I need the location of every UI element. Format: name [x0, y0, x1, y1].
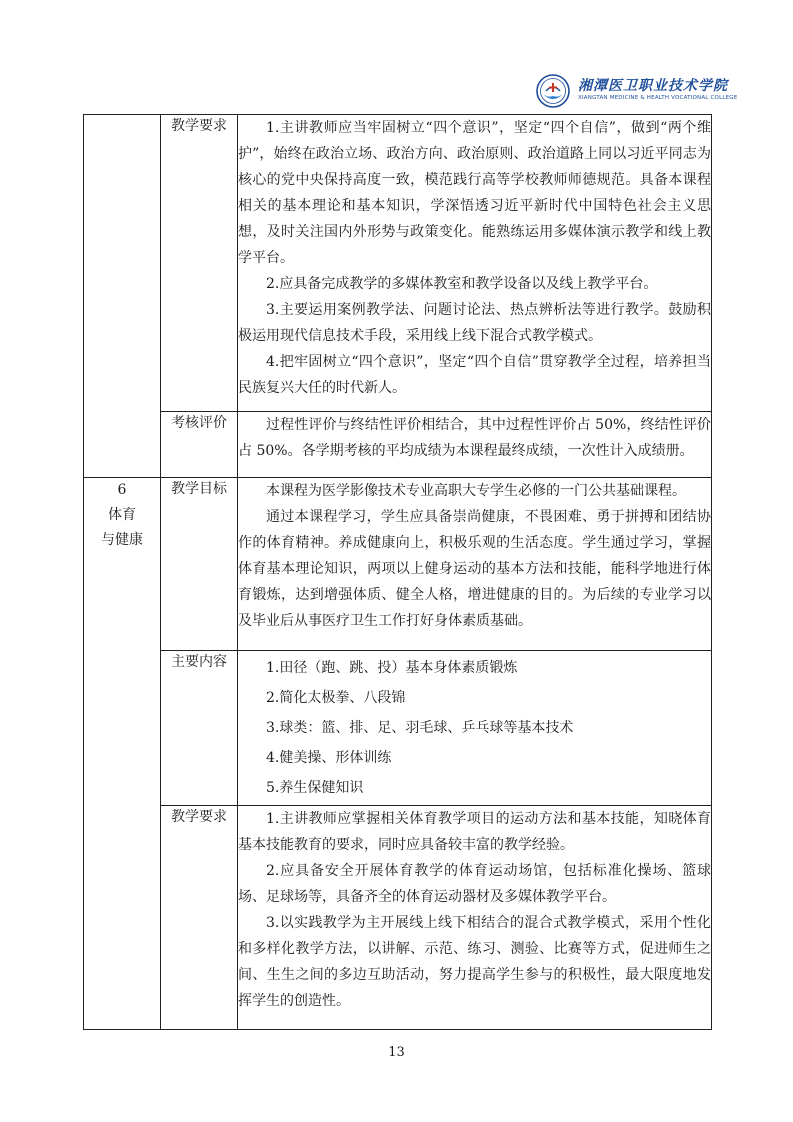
college-emblem-icon: [536, 74, 570, 108]
requirement-paragraph: 4.把牢固树立“四个意识”，坚定“四个自信”贯穿教学全过程，培养担当民族复兴大任的时代新人。: [238, 354, 711, 396]
course-name-line1: 体育: [108, 507, 136, 523]
course-number: 6: [117, 482, 127, 498]
college-name-cn: 湘潭医卫职业技术学院: [578, 78, 728, 94]
course-number-cell-empty: [84, 115, 161, 478]
objectives-content: [238, 478, 712, 651]
requirement-paragraph: 3.主要运用案例教学法、问题讨论法、热点辨析法等进行教学。鼓励积极运用现代信息技术手段，采用线上线下混合式教学模式。: [238, 302, 711, 344]
row-label: 主要内容: [161, 651, 238, 806]
main-content-list: [238, 651, 712, 806]
assessment-text: 过程性评价与终结性评价相结合，其中过程性评价占 50%，终结性评价占 50%。各学期考核的平均成绩为本课程最终成绩，一次性计入成绩册。: [238, 417, 711, 459]
list-item: 1.田径（跑、跳、投）基本身体素质锻炼: [266, 660, 518, 676]
objective-paragraph: 通过本课程学习，学生应具备崇尚健康，不畏困难、勇于拼搏和团结协作的体育精神。养成健康向上，积极乐观的生活态度。学生通过学习，掌握体育基本理论知识，两项以上健身运动的基本方法和技能，能科学地进行体育锻炼，达到增强体质、健全人格，增进健康的目的。为后续的专业学习以及毕业后从事医疗卫生工作打好身体素质基础。: [238, 509, 711, 629]
college-name-en: XIANGTAN MEDICINE & HEALTH VOCATIONAL COLLEGE: [578, 95, 738, 101]
teaching-requirements-content: [238, 115, 712, 412]
course-name-line2: 与健康: [101, 532, 143, 548]
requirement-paragraph: 2.应具备安全开展体育教学的体育运动场馆，包括标准化操场、篮球场、足球场等，具备齐全的体育运动器材及多媒体教学平台。: [238, 863, 711, 905]
row-label: 教学要求: [161, 806, 238, 1030]
page-number: 13: [388, 1045, 405, 1060]
table-row: [84, 115, 712, 412]
list-item: 5.养生保健知识: [266, 780, 364, 796]
list-item: 2.简化太极拳、八段锦: [266, 690, 406, 706]
course6-requirements-content: [238, 806, 712, 1030]
objective-paragraph: 本课程为医学影像技术专业高职大专学生必修的一门公共基础课程。: [266, 483, 686, 499]
table-row: [84, 651, 712, 806]
list-item: 3.球类：篮、排、足、羽毛球、乒乓球等基本技术: [266, 720, 574, 736]
college-logo: [536, 74, 752, 108]
row-label: 教学要求: [161, 115, 238, 412]
curriculum-table: [83, 114, 712, 1030]
requirement-paragraph: 1.主讲教师应当牢固树立“四个意识”，坚定“四个自信”，做到“两个维护”，始终在政治立场、政治方向、政治原则、政治道路上同以习近平同志为核心的党中央保持高度一致，模范践行高等学校教师师德规范。具备本课程相关的基本理论和基本知识，学深悟透习近平新时代中国特色社会主义思想，及时关注国内外形势与政策变化。能熟练运用多媒体演示教学和线上教学平台。: [238, 120, 711, 266]
requirement-paragraph: 3.以实践教学为主开展线上线下相结合的混合式教学模式，采用个性化和多样化教学方法，以讲解、示范、练习、测验、比赛等方式，促进师生之间、生生之间的多边互助活动，努力提高学生参与的积极性，最大限度地发挥学生的创造性。: [238, 915, 711, 1009]
table-row: [84, 806, 712, 1030]
row-label: 教学目标: [161, 478, 238, 651]
assessment-content: [238, 412, 712, 478]
row-label: 考核评价: [161, 412, 238, 478]
course-number-cell: [84, 478, 161, 1030]
requirement-paragraph: 2.应具备完成教学的多媒体教室和教学设备以及线上教学平台。: [266, 276, 658, 292]
table-row: [84, 412, 712, 478]
requirement-paragraph: 1.主讲教师应掌握相关体育教学项目的运动方法和基本技能，知晓体育基本技能教育的要求，同时应具备较丰富的教学经验。: [238, 811, 711, 853]
table-row: [84, 478, 712, 651]
list-item: 4.健美操、形体训练: [266, 750, 392, 766]
